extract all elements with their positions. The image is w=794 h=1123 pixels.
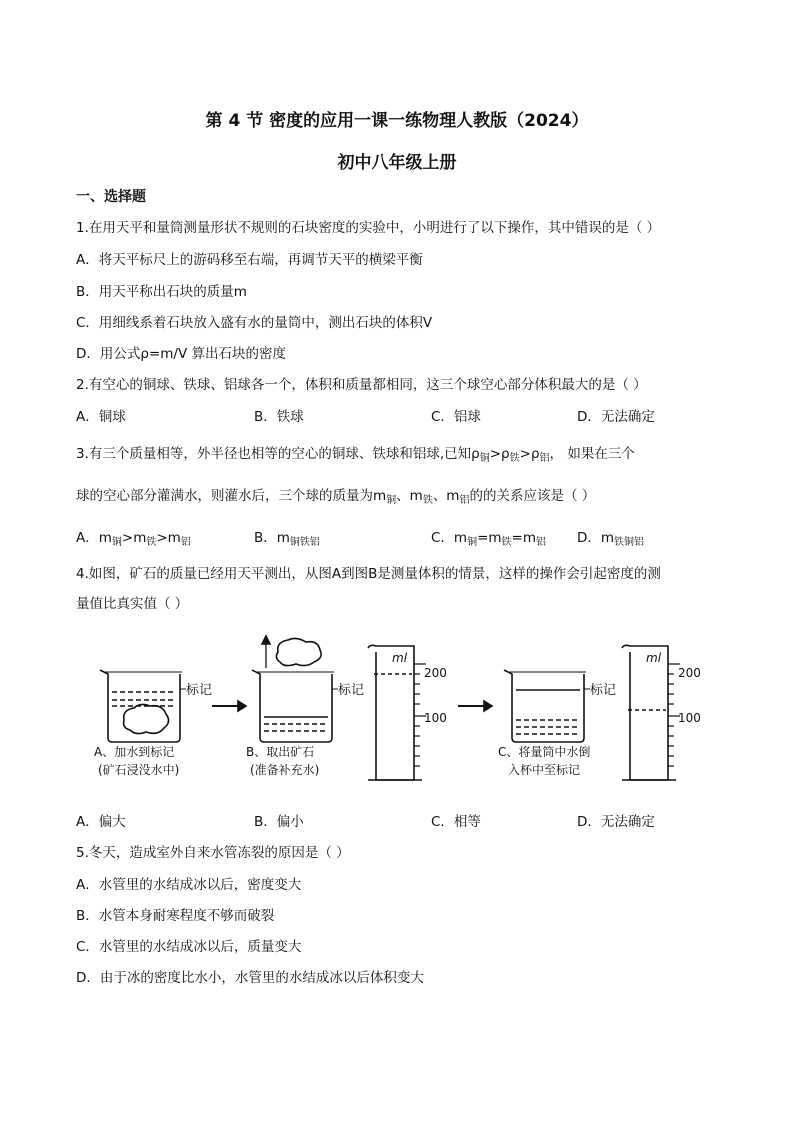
question-4-stem-line2: 量值比真实值（ ） <box>76 596 189 612</box>
caption-c-line2: 入杯中至标记 <box>508 763 581 777</box>
question-5-option-a: A．水管里的水结成冰以后，密度变大 <box>76 877 302 893</box>
question-3-option-c: C．$m_铜=m_铁=m_铝$ <box>431 530 547 548</box>
question-2-option-a: A．铜球 <box>76 409 126 425</box>
question-4-option-b: B．偏小 <box>254 814 304 830</box>
question-1-option-c: C．用细线系着石块放入盛有水的量筒中，测出石块的体积V <box>76 315 433 331</box>
mark-label-a: 标记 <box>186 683 213 698</box>
question-4-option-a: A．偏大 <box>76 814 126 830</box>
question-4-stem-line1: 4.如图，矿石的质量已经用天平测出，从图A到图B是测量体积的情景，这样的操作会引起密度的测 <box>76 566 661 582</box>
lifted-ore <box>276 638 321 665</box>
cylinder-1-tick-200: 200 <box>424 666 447 680</box>
document-subtitle: 初中八年级上册 <box>337 153 457 173</box>
question-3-option-b: B．$m_{铜铁铝}$ <box>254 530 320 548</box>
question-1-option-b: B．用天平称出石块的质量m <box>76 284 247 300</box>
caption-a-line1: A、加水到标记 <box>94 745 175 759</box>
cylinder-2-tick-200: 200 <box>678 666 701 680</box>
cylinder-1-tick-100: 100 <box>424 711 447 725</box>
question-4-option-d: D．无法确定 <box>577 814 655 830</box>
question-5-option-d: D．由于冰的密度比水小，水管里的水结成冰以后体积变大 <box>76 970 424 986</box>
beaker-b <box>252 636 338 742</box>
mark-label-c: 标记 <box>590 683 617 698</box>
cylinder-2-unit: ml <box>646 651 662 665</box>
question-4-option-c: C．相等 <box>431 814 481 830</box>
document-title: 第 4 节 密度的应用一课一练物理人教版（2024） <box>205 111 589 131</box>
caption-a-line2: (矿石浸没水中) <box>98 763 180 777</box>
question-5-option-c: C．水管里的水结成冰以后，质量变大 <box>76 939 302 955</box>
caption-c-line1: C、将量筒中水倒 <box>498 745 591 759</box>
question-2-option-d: D．无法确定 <box>577 409 655 425</box>
question-5-stem: 5.冬天，造成室外自来水管冻裂的原因是（ ） <box>76 845 350 861</box>
caption-b-line2: (准备补充水) <box>250 763 320 777</box>
graduated-cylinder-1 <box>368 645 426 780</box>
question-3-stem-line2: 球的空心部分灌满水，则灌水后，三个球的质量为$m_铜$、$m_铁$、$m_铝$的的关系应该是（ ） <box>76 488 596 506</box>
question-5-option-b: B．水管本身耐寒程度不够而破裂 <box>76 908 275 924</box>
question-2-stem: 2.有空心的铜球、铁球、铝球各一个，体积和质量都相同，这三个球空心部分体积最大的是（ ） <box>76 377 647 393</box>
question-1-stem: 1.在用天平和量筒测量形状不规则的石块密度的实验中，小明进行了以下操作，其中错误的是（ ） <box>76 220 661 236</box>
question-1-option-a: A．将天平标尺上的游码移至右端，再调节天平的横梁平衡 <box>76 252 423 268</box>
caption-b-line1: B、取出矿石 <box>246 745 315 759</box>
section-heading: 一、选择题 <box>76 189 146 205</box>
beaker-a <box>100 670 182 742</box>
question-2-option-b: B．铁球 <box>254 409 304 425</box>
graduated-cylinder-2 <box>622 645 680 780</box>
question-1-option-d: D．用公式ρ=m/V 算出石块的密度 <box>76 346 287 362</box>
mark-label-b: 标记 <box>338 683 365 698</box>
question-3-option-a: A．$m_铜>m_铁>m_铝$ <box>76 530 191 548</box>
question-4-figure <box>92 634 712 784</box>
question-3-stem-line1: 3.有三个质量相等，外半径也相等的空心的铜球、铁球和铝球,已知$\rho_铜>\rho_铁>\rho_铝$， 如果在三个 <box>76 446 635 464</box>
question-3-option-d: D．$m_{铁铜铝}$ <box>577 530 645 548</box>
question-2-option-c: C．铝球 <box>431 409 481 425</box>
beaker-c <box>504 670 590 742</box>
cylinder-2-tick-100: 100 <box>678 711 701 725</box>
cylinder-1-unit: ml <box>392 651 408 665</box>
ore-rock <box>124 704 169 733</box>
